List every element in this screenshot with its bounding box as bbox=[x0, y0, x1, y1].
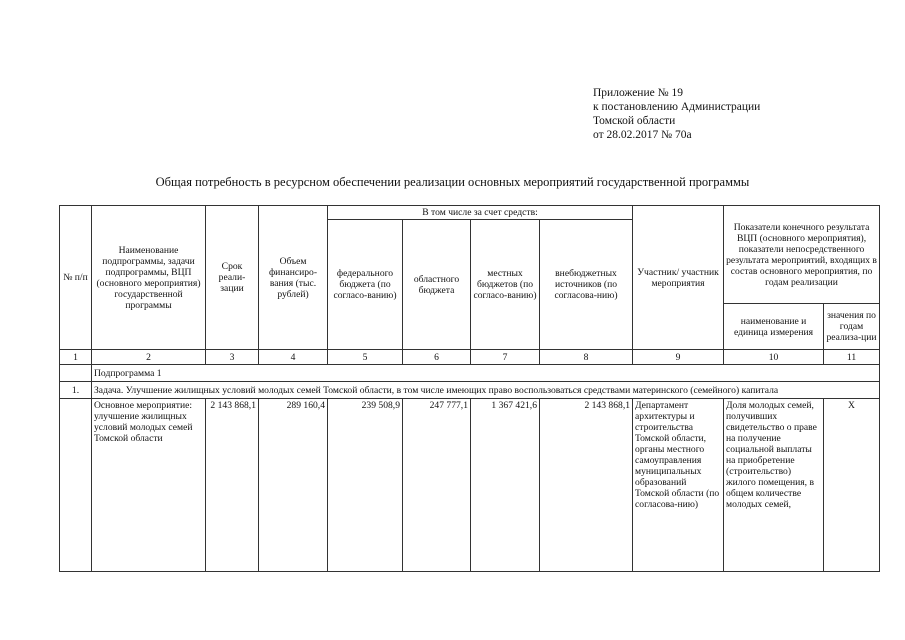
subprogram-row bbox=[60, 365, 880, 382]
main-name: Основное мероприятие: улучшение жилищных условий молодых семей Томской области bbox=[92, 399, 206, 572]
header-indicator-values: значения по годам реализа-ции bbox=[824, 304, 880, 350]
header-indicators-group: Показатели конечного результата ВЦП (основного мероприятия), показатели непосредственного результата мероприятий, входящих в состав основного мероприятия, по годам реализации bbox=[724, 206, 880, 304]
main-volume: 289 160,4 bbox=[259, 399, 328, 572]
header-num: № п/п bbox=[60, 206, 92, 350]
main-local: 1 367 421,6 bbox=[471, 399, 540, 572]
column-number: 1 bbox=[60, 350, 92, 365]
main-offbudget: 2 143 868,1 bbox=[540, 399, 633, 572]
column-number: 7 bbox=[471, 350, 540, 365]
column-number: 6 bbox=[403, 350, 471, 365]
main-federal: 239 508,9 bbox=[328, 399, 403, 572]
subprogram-num-cell bbox=[60, 365, 92, 382]
column-number: 11 bbox=[824, 350, 880, 365]
header-offbudget: внебюджетных источников (по согласова-нию) bbox=[540, 220, 633, 350]
main-num-cell bbox=[60, 399, 92, 572]
appendix-line-3: Томской области bbox=[593, 115, 676, 127]
header-name: Наименование подпрограммы, задачи подпрограммы, ВЦП (основного мероприятия) государственной программы bbox=[92, 206, 206, 350]
header-sources-group: В том числе за счет средств: bbox=[328, 206, 633, 220]
header-regional: областного бюджета bbox=[403, 220, 471, 350]
appendix-line-4: от 28.02.2017 № 70а bbox=[593, 129, 692, 141]
document-title: Общая потребность в ресурсном обеспечении реализации основных мероприятий государственной программы bbox=[155, 175, 750, 189]
task-row bbox=[60, 382, 880, 399]
appendix-line-2: к постановлению Администрации bbox=[593, 101, 761, 113]
main-indicator-name: Доля молодых семей, получивших свидетельство о праве на получение социальной выплаты на приобретение (строительство) жилого помещения, в общем количестве молодых семей, bbox=[724, 399, 824, 572]
column-number: 4 bbox=[259, 350, 328, 365]
subprogram-label: Подпрограмма 1 bbox=[92, 365, 880, 382]
resource-table bbox=[59, 205, 880, 572]
column-number: 5 bbox=[328, 350, 403, 365]
header-term: Срок реали-зации bbox=[206, 206, 259, 350]
column-number: 8 bbox=[540, 350, 633, 365]
main-term: 2 143 868,1 bbox=[206, 399, 259, 572]
header-indicator-name: наименование и единица измерения bbox=[724, 304, 824, 350]
header-volume: Объем финансиро-вания (тыс. рублей) bbox=[259, 206, 328, 350]
header-participant: Участник/ участник мероприятия bbox=[633, 206, 724, 350]
column-number: 10 bbox=[724, 350, 824, 365]
main-regional: 247 777,1 bbox=[403, 399, 471, 572]
main-indicator-values: Х bbox=[824, 399, 880, 572]
appendix-line-1: Приложение № 19 bbox=[593, 87, 683, 99]
header-row-1 bbox=[60, 206, 880, 220]
column-number: 2 bbox=[92, 350, 206, 365]
main-participant: Департамент архитектуры и строительства Томской области, органы местного самоуправления муниципальных образований Томской области (по согласова-нию) bbox=[633, 399, 724, 572]
appendix-block bbox=[593, 86, 760, 142]
column-numbers-row bbox=[60, 350, 880, 365]
table-row bbox=[60, 399, 880, 572]
header-federal: федерального бюджета (по согласо-ванию) bbox=[328, 220, 403, 350]
column-number: 3 bbox=[206, 350, 259, 365]
task-num: 1. bbox=[60, 382, 92, 399]
header-local: местных бюджетов (по согласо-ванию) bbox=[471, 220, 540, 350]
task-text: Задача. Улучшение жилищных условий молодых семей Томской области, в том числе имеющих право воспользоваться средствами материнского (семейного) капитала bbox=[92, 382, 880, 399]
column-number: 9 bbox=[633, 350, 724, 365]
